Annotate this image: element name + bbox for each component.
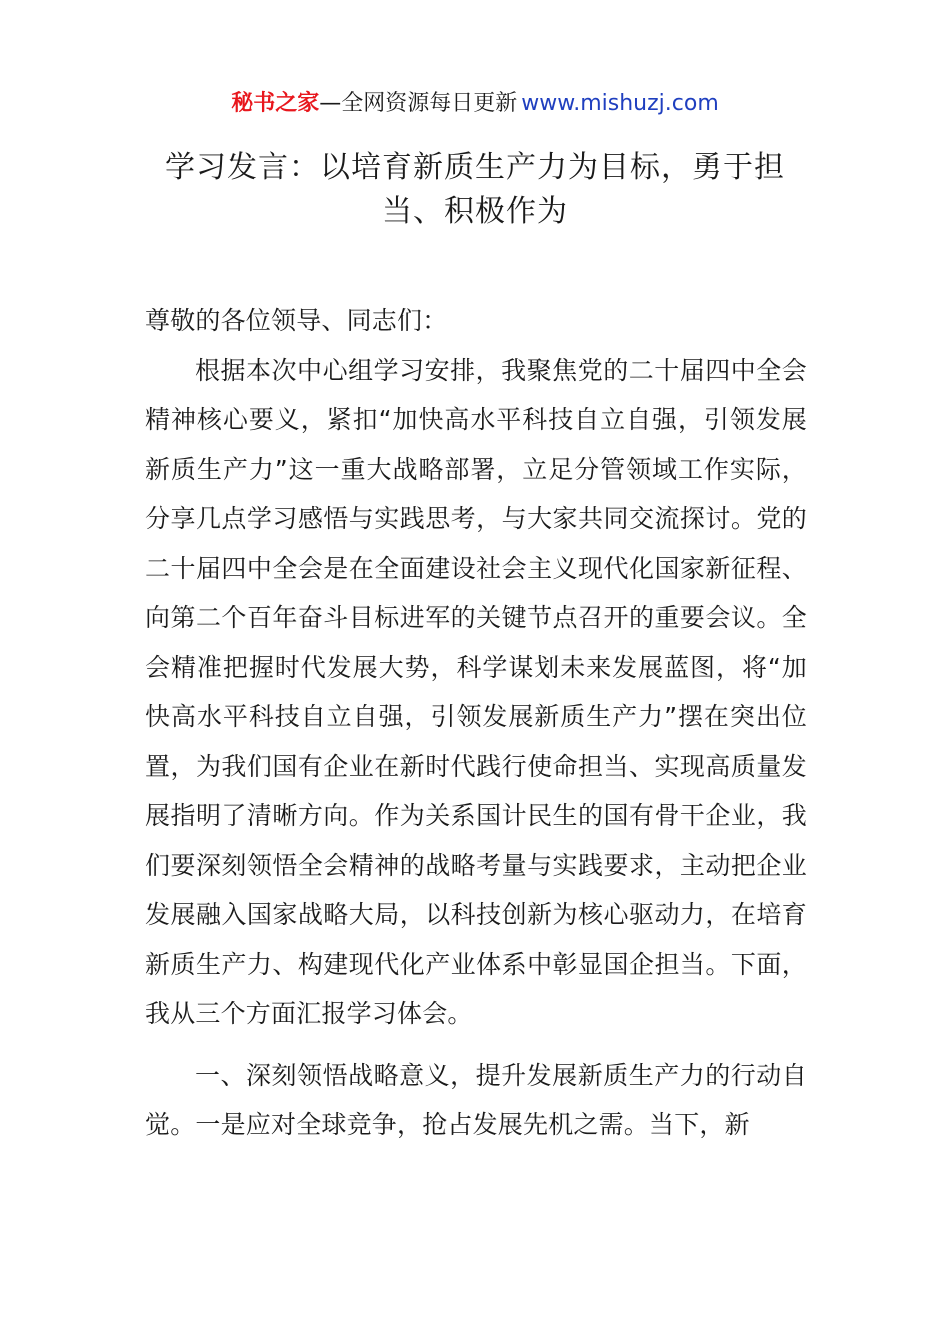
- site-url[interactable]: www.mishuzj.com: [521, 91, 719, 116]
- body-paragraph: 根据本次中心组学习安排，我聚焦党的二十届四中全会精神核心要义，紧扣“加快高水平科技自立自强，引领发展新质生产力”这一重大战略部署，立足分管领域工作实际，分享几点学习感悟与实践思考，与大家共同交流探讨。党的二十届四中全会是在全面建设社会主义现代化国家新征程、向第二个百年奋斗目标进军的关键节点召开的重要会议。全会精准把握时代发展大势，科学谋划未来发展蓝图，将“加快高水平科技自立自强，引领发展新质生产力”摆在突出位置，为我们国有企业在新时代践行使命担当、实现高质量发展指明了清晰方向。作为关系国计民生的国有骨干企业，我们要深刻领悟全会精神的战略考量与实践要求，主动把企业发展融入国家战略大局，以科技创新为核心驱动力，在培育新质生产力、构建现代化产业体系中彰显国企担当。下面，我从三个方面汇报学习体会。: [145, 355, 807, 1028]
- site-tagline: —全网资源每日更新: [319, 91, 518, 116]
- document-body: [145, 296, 807, 1150]
- salutation: 尊敬的各位领导、同志们：: [145, 306, 448, 335]
- brand-name: 秘书之家: [231, 91, 320, 116]
- section-heading-paragraph: 一、深刻领悟战略意义，提升发展新质生产力的行动自觉。一是应对全球竞争，抢占发展先机之需。当下，新: [145, 1060, 807, 1139]
- site-header: [0, 88, 950, 120]
- document-title: 学习发言：以培育新质生产力为目标，勇于担当、积极作为: [165, 150, 785, 229]
